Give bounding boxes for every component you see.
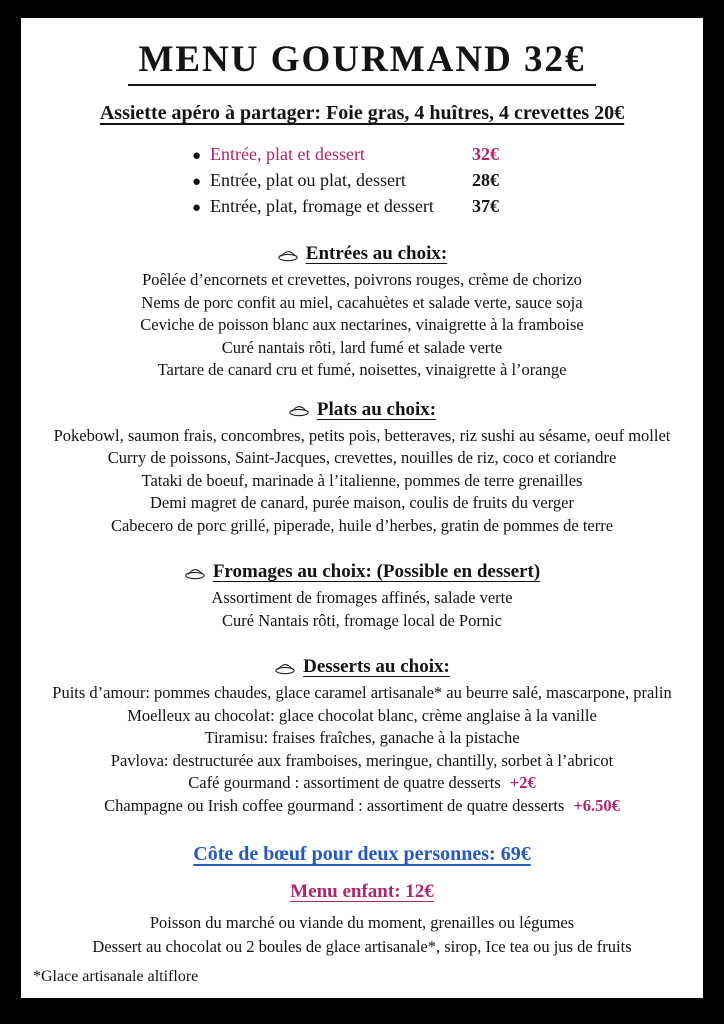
dish-icon	[277, 245, 299, 262]
section-title: Entrées au choix:	[305, 243, 448, 264]
formula-price: 28€	[472, 170, 499, 190]
menu-item: Pokebowl, saumon frais, concombres, petits pois, betteraves, riz sushi au sésame, oeuf mollet	[53, 425, 671, 445]
item-list	[29, 587, 695, 632]
menu-item: Ceviche de poisson blanc aux nectarines, vinaigrette à la framboise	[140, 315, 584, 334]
bullet-icon: ●	[192, 174, 202, 190]
menu-item-text: Café gourmand : assortiment de quatre desserts	[188, 773, 501, 792]
menu-item: Puits d’amour: pommes chaudes, glace caramel artisanale* au beurre salé, mascarpone, pralin	[52, 683, 672, 702]
footnote: *Glace artisanale altiflore	[33, 968, 199, 985]
kids-menu-items	[29, 911, 695, 959]
formula-label: Entrée, plat ou plat, dessert	[210, 170, 406, 190]
section-title: Desserts au choix:	[303, 656, 450, 677]
section-heading	[277, 243, 447, 265]
menu-item: Curé Nantais rôti, fromage local de Pornic	[222, 610, 502, 630]
section-heading	[288, 399, 436, 421]
bullet-icon: ●	[192, 200, 202, 216]
menu-title: MENU GOURMAND 32€	[128, 38, 595, 86]
section-heading	[274, 656, 450, 678]
special-menu-enfant: Menu enfant: 12€	[290, 881, 434, 902]
menu-item: Curry de poissons, Saint-Jacques, crevettes, nouilles de riz, coco et coriandre	[107, 448, 617, 467]
formula-list	[192, 143, 532, 219]
item-list	[29, 425, 695, 538]
formula-price: 37€	[472, 196, 499, 216]
bullet-icon: ●	[192, 148, 202, 164]
section-fromages	[29, 537, 695, 632]
menu-item: Assortiment de fromages affinés, salade verte	[211, 588, 513, 607]
menu-item: Poêlée d’encornets et crevettes, poivrons rouges, crème de chorizo	[142, 270, 582, 289]
formula-row	[192, 195, 532, 219]
menu-item: Cabecero de porc grillé, piperade, huile d’herbes, gratin de pommes de terre	[110, 515, 614, 535]
dish-icon	[274, 658, 296, 675]
menu-item: Dessert au chocolat ou 2 boules de glace artisanale*, sirop, Ice tea ou jus de fruits	[92, 937, 632, 956]
menu-item-price: +6.50€	[573, 795, 620, 815]
menu-item: Nems de porc confit au miel, cacahuètes et salade verte, sauce soja	[141, 292, 583, 312]
menu-item: Moelleux au chocolat: glace chocolat blanc, crème anglaise à la vanille	[127, 705, 597, 725]
menu-item: Demi magret de canard, purée maison, coulis de fruits du verger	[150, 493, 574, 512]
menu-item: Curé nantais rôti, lard fumé et salade verte	[221, 337, 503, 357]
special-cote-de-boeuf: Côte de bœuf pour deux personnes: 69€	[193, 843, 531, 865]
menu-item: Tiramisu: fraises fraîches, ganache à la pistache	[204, 728, 520, 747]
dish-icon	[184, 563, 206, 580]
formula-row	[192, 143, 532, 167]
menu-item-text: Champagne ou Irish coffee gourmand : assortiment de quatre desserts	[104, 795, 565, 815]
formula-label: Entrée, plat et dessert	[210, 144, 365, 164]
menu-card	[21, 18, 703, 998]
menu-item	[104, 795, 620, 818]
item-list	[29, 269, 695, 382]
menu-item: Pavlova: destructurée aux framboises, meringue, chantilly, sorbet à l’abricot	[110, 750, 614, 770]
section-plats	[29, 382, 695, 538]
section-title: Fromages au choix: (Possible en dessert)	[212, 561, 541, 582]
dish-icon	[288, 400, 310, 417]
section-heading	[184, 561, 540, 583]
formula-price: 32€	[472, 144, 499, 164]
menu-subtitle: Assiette apéro à partager: Foie gras, 4 huîtres, 4 crevettes 20€	[99, 102, 625, 124]
menu-item-price: +2€	[509, 773, 536, 792]
formula-row	[192, 169, 532, 193]
item-list	[29, 682, 695, 817]
formula-label: Entrée, plat, fromage et dessert	[210, 196, 434, 216]
section-desserts	[29, 632, 695, 817]
menu-item	[188, 772, 535, 795]
menu-item: Tataki de boeuf, marinade à l’italienne, pommes de terre grenailles	[141, 470, 583, 490]
menu-item: Poisson du marché ou viande du moment, grenailles ou légumes	[149, 913, 575, 932]
section-entrees	[29, 219, 695, 382]
menu-item: Tartare de canard cru et fumé, noisettes, vinaigrette à l’orange	[157, 360, 567, 379]
section-title: Plats au choix:	[316, 398, 437, 420]
